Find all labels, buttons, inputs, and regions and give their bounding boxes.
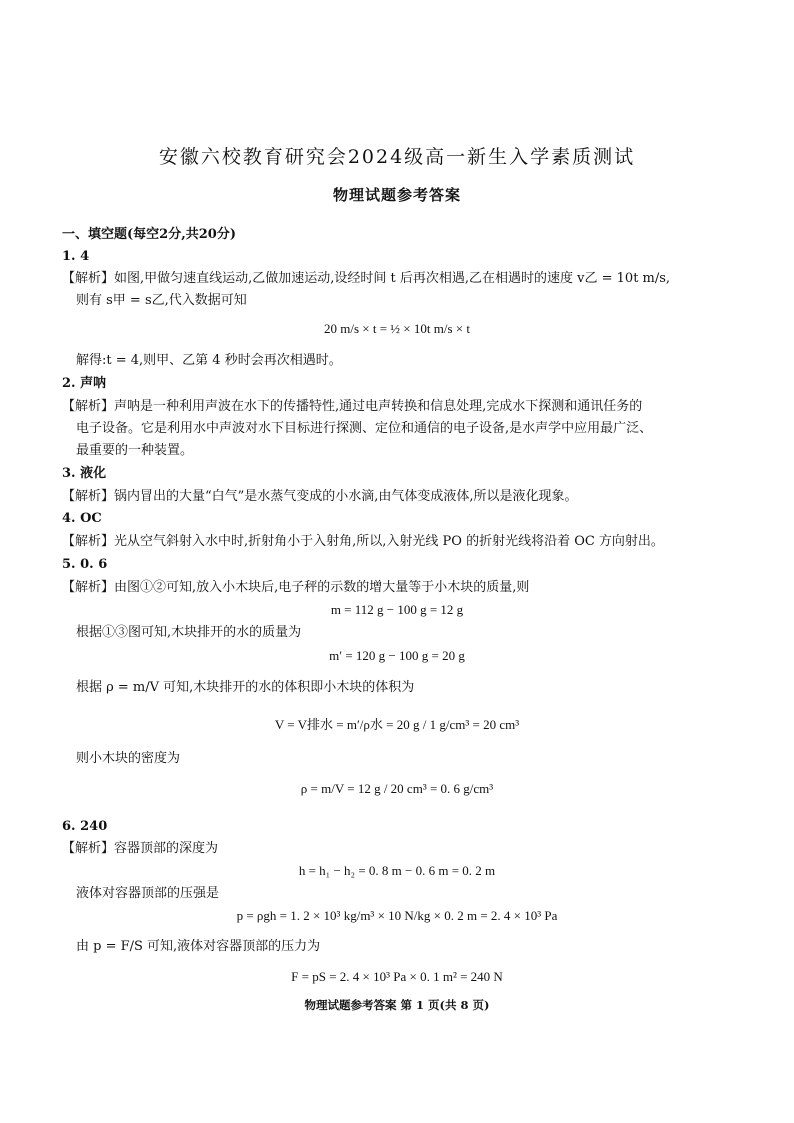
q1-formula: 20 m/s × t = ½ × 10t m/s × t — [324, 321, 470, 336]
q6-analysis-line-2: 液体对容器顶部的压强是 — [76, 886, 220, 901]
page-footer: 物理试题参考答案 第 1 页(共 8 页) — [304, 998, 490, 1012]
q5-analysis-line-3: 根据 ρ = m/V 可知,木块排开的水的体积即小木块的体积为 — [76, 680, 415, 695]
q4-analysis-line-1: 【解析】光从空气斜射入水中时,折射角小于入射角,所以,入射光线 PO 的折射光线将沿着 OC 方向射出。 — [62, 534, 664, 549]
q6-analysis-line-1: 【解析】容器顶部的深度为 — [62, 841, 219, 856]
q2-analysis-line-2: 电子设备。它是利用水中声波对水下目标进行探测、定位和通信的电子设备,是水声学中应用最广泛、 — [76, 421, 653, 436]
q1-solution: 解得:t = 4,则甲、乙第 4 秒时会再次相遇时。 — [76, 353, 342, 368]
q2-analysis-line-1: 【解析】声呐是一种利用声波在水下的传播特性,通过电声转换和信息处理,完成水下探测和通讯任务的 — [62, 399, 643, 414]
q6-analysis-line-3: 由 p = F/S 可知,液体对容器顶部的压力为 — [76, 939, 321, 954]
q5-formula-4: ρ = m/V = 12 g / 20 cm³ = 0. 6 g/cm³ — [300, 781, 494, 796]
q6-formula-3: F = pS = 2. 4 × 10³ Pa × 0. 1 m² = 240 N — [291, 969, 503, 984]
q3-answer: 3. 液化 — [62, 466, 107, 481]
q5-formula-2: m′ = 120 g − 100 g = 20 g — [329, 648, 465, 663]
q5-answer: 5. 0. 6 — [62, 557, 108, 572]
section-heading: 一、填空题(每空2分,共20分) — [62, 227, 236, 242]
q6-formula-1: h = h₁ − h₂ = 0. 8 m − 0. 6 m = 0. 2 m — [298, 863, 496, 878]
page-title: 安徽六校教育研究会2024级高一新生入学素质测试 — [158, 146, 636, 168]
q6-answer: 6. 240 — [62, 819, 108, 834]
q2-answer: 2. 声呐 — [62, 376, 107, 391]
q5-analysis-line-4: 则小木块的密度为 — [76, 751, 181, 766]
q1-answer: 1. 4 — [62, 249, 90, 264]
q5-formula-3: V = V排水 = m′/ρ水 = 20 g / 1 g/cm³ = 20 cm³ — [274, 717, 520, 732]
q5-analysis-line-2: 根据①③图可知,木块排开的水的质量为 — [76, 625, 302, 640]
q4-answer: 4. OC — [62, 511, 102, 526]
q6-formula-2: p = ρgh = 1. 2 × 10³ kg/m³ × 10 N/kg × 0. 2 m = 2. 4 × 10³ Pa — [236, 908, 558, 923]
q1-analysis-line-2: 则有 s甲 = s乙,代入数据可知 — [76, 293, 247, 308]
q5-analysis-line-1: 【解析】由图①②可知,放入小木块后,电子秤的示数的增大量等于小木块的质量,则 — [62, 580, 530, 595]
q2-analysis-line-3: 最重要的一种装置。 — [76, 443, 194, 458]
q3-analysis-line-1: 【解析】锅内冒出的大量“白气”是水蒸气变成的小水滴,由气体变成液体,所以是液化现象。 — [62, 489, 578, 504]
page-subtitle: 物理试题参考答案 — [332, 186, 461, 204]
q5-formula-1: m = 112 g − 100 g = 12 g — [330, 602, 464, 617]
q1-analysis-line-1: 【解析】如图,甲做匀速直线运动,乙做加速运动,设经时间 t 后再次相遇,乙在相遇时的速度 v乙 = 10t m/s, — [62, 271, 671, 286]
